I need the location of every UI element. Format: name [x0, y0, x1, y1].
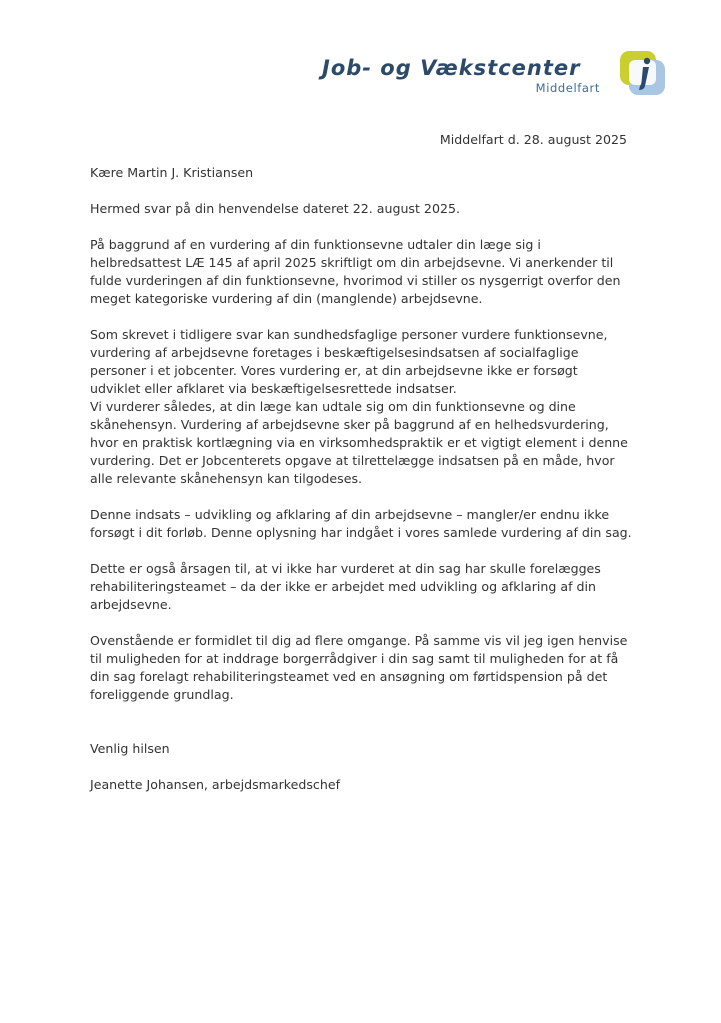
text-line: udviklet eller afklaret via beskæftigelsesrettede indsatser. [90, 381, 457, 396]
text-line: alle relevante skånehensyn kan tilgodeses. [90, 471, 363, 486]
text-line: foreliggende grundlag. [90, 687, 234, 702]
text-line: På baggrund af en vurdering af din funktionsevne udtaler din læge sig i [90, 237, 541, 252]
text-line: skånehensyn. Vurdering af arbejdsevne sker på baggrund af en helhedsvurdering, [90, 417, 609, 432]
text-line: Ovenstående er formidlet til dig ad flere omgange. På samme vis vil jeg igen henvise [90, 633, 628, 648]
text-line: Vi vurderer således, at din læge kan udtale sig om din funktionsevne og dine [90, 399, 576, 414]
signature: Jeanette Johansen, arbejdsmarkedschef [90, 777, 341, 792]
paragraph-2 [90, 236, 650, 308]
salutation: Kære Martin J. Kristiansen [90, 165, 254, 180]
organization-name: Job- og Vækstcenter [322, 56, 581, 80]
text-line: fulde vurderingen af din funktionsevne, hvorimod vi stiller os nysgerrigt overfor den [90, 273, 621, 288]
text-line: arbejdsevne. [90, 597, 172, 612]
text-line: Som skrevet i tidligere svar kan sundhedsfaglige personer vurdere funktionsevne, [90, 327, 608, 342]
paragraph-6 [90, 632, 650, 704]
text-line: Dette er også årsagen til, at vi ikke har vurderet at din sag har skulle forelægges [90, 561, 601, 576]
text-line: forsøgt i dit forløb. Denne oplysning har indgået i vores samlede vurdering af din sag. [90, 525, 632, 540]
text-line: Denne indsats – udvikling og afklaring af din arbejdsevne – mangler/er endnu ikke [90, 507, 610, 522]
paragraph-1 [90, 200, 650, 218]
paragraph-5 [90, 560, 650, 614]
info-i-icon [618, 48, 668, 98]
letterhead [320, 48, 670, 100]
text-line: helbredsattest LÆ 145 af april 2025 skriftligt om din arbejdsevne. Vi anerkender til [90, 255, 614, 270]
text-line: Hermed svar på din henvendelse dateret 22. august 2025. [90, 201, 460, 216]
text-line: vurdering af arbejdsevne foretages i beskæftigelsesindsatsen af socialfaglige [90, 345, 579, 360]
text-line: rehabiliteringsteamet – da der ikke er arbejdet med udvikling og afklaring af din [90, 579, 597, 594]
text-line: meget kategoriske vurdering af din (manglende) arbejdsevne. [90, 291, 483, 306]
text-line: personer i et jobcenter. Vores vurdering er, at din arbejdsevne ikke er forsøgt [90, 363, 578, 378]
text-line: hvor en praktisk kortlægning via en virksomhedspraktik er et vigtigt element i denne [90, 435, 628, 450]
letter-date: Middelfart d. 28. august 2025 [439, 132, 627, 147]
text-line: vurdering. Det er Jobcenterets opgave at tilrettelægge indsatsen på en måde, hvor [90, 453, 615, 468]
letter-body [90, 164, 650, 812]
text-line: til muligheden for at inddrage borgerrådgiver i din sag samt til muligheden for at få [90, 651, 619, 666]
organization-location: Middelfart [535, 81, 600, 95]
paragraph-3 [90, 326, 650, 488]
text-line: din sag forelagt rehabiliteringsteamet ved en ansøgning om førtidspension på det [90, 669, 608, 684]
closing: Venlig hilsen [90, 741, 170, 756]
paragraph-4 [90, 506, 650, 542]
